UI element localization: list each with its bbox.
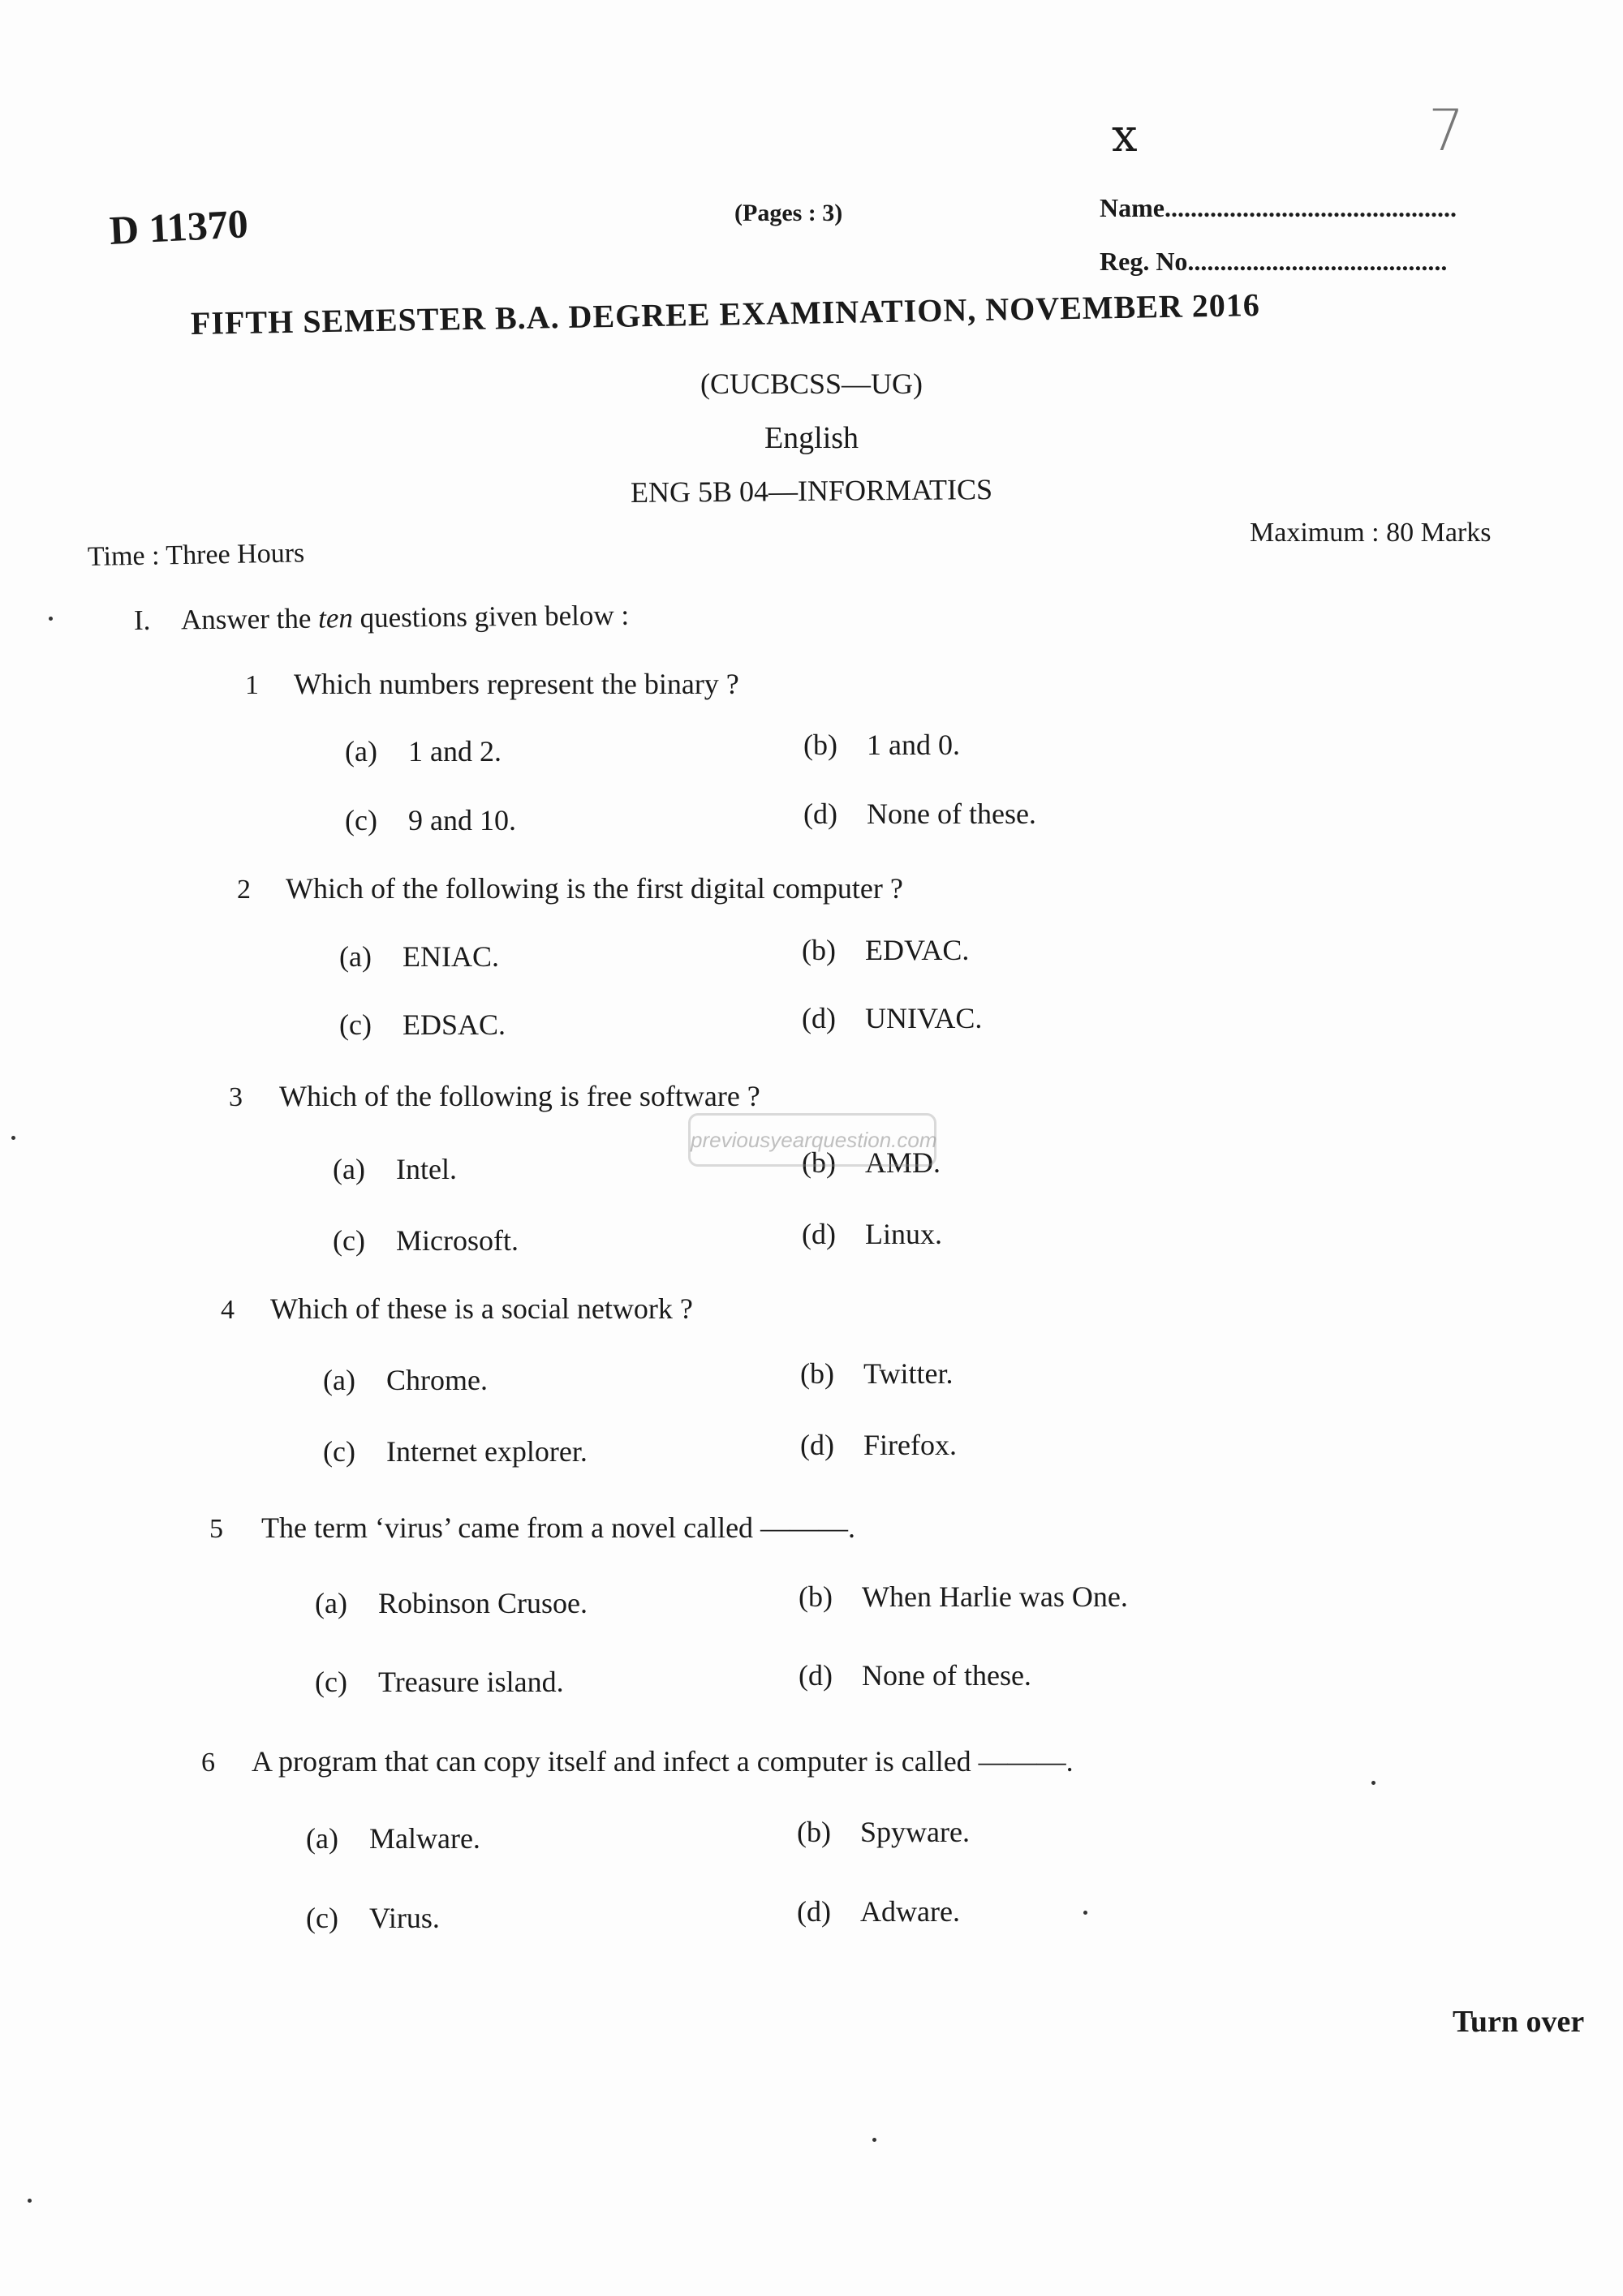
answer-option	[315, 1586, 588, 1620]
answer-option	[333, 1152, 457, 1186]
answer-option	[339, 1008, 506, 1042]
option-text: None of these.	[867, 798, 1036, 830]
option-label: (b)	[803, 729, 837, 761]
answer-option	[803, 728, 960, 762]
answer-option	[803, 797, 1036, 831]
option-text: Adware.	[860, 1895, 960, 1928]
watermark-stamp: previousyearquestion.com	[688, 1113, 936, 1167]
option-label: (b)	[802, 934, 836, 966]
option-text: Virus.	[369, 1902, 440, 1934]
option-label: (a)	[339, 940, 372, 973]
answer-option	[306, 1901, 440, 1935]
option-label: (c)	[315, 1666, 347, 1698]
option-label: (d)	[802, 1218, 836, 1250]
handwritten-seven-mark: 7	[1428, 97, 1465, 164]
exam-scheme: (CUCBCSS—UG)	[700, 368, 923, 400]
question-text: Which of the following is free software ?	[279, 1080, 760, 1112]
scan-speck	[28, 2199, 32, 2203]
option-text: AMD.	[865, 1146, 941, 1179]
exam-title: FIFTH SEMESTER B.A. DEGREE EXAMINATION, NOVEMBER 2016	[190, 286, 1261, 342]
question-text: Which of the following is the first digital computer ?	[286, 872, 903, 905]
scan-speck	[11, 1136, 15, 1140]
exam-duration: Time : Three Hours	[87, 538, 305, 572]
paper-title: ENG 5B 04—INFORMATICS	[630, 473, 993, 509]
answer-option	[306, 1821, 480, 1855]
option-text: Firefox.	[863, 1429, 957, 1461]
option-text: 1 and 2.	[408, 735, 502, 767]
option-label: (c)	[323, 1435, 355, 1468]
option-text: Chrome.	[386, 1364, 488, 1396]
question-number: 4	[221, 1295, 235, 1325]
option-label: (a)	[323, 1364, 355, 1396]
option-label: (d)	[799, 1659, 833, 1692]
answer-option	[315, 1665, 564, 1699]
option-label: (c)	[339, 1008, 372, 1041]
option-text: Microsoft.	[396, 1224, 519, 1257]
section-instruction	[134, 600, 630, 637]
answer-option	[799, 1580, 1128, 1614]
scan-speck	[1083, 1911, 1087, 1915]
option-text: 9 and 10.	[408, 804, 516, 836]
question-number: 5	[209, 1514, 223, 1544]
option-label: (a)	[333, 1153, 365, 1185]
max-marks: Maximum : 80 Marks	[1250, 518, 1492, 548]
answer-option	[323, 1434, 588, 1468]
option-label: (d)	[800, 1429, 834, 1461]
option-text: 1 and 0.	[867, 729, 960, 761]
option-label: (d)	[802, 1002, 836, 1034]
turn-over-note: Turn over	[1453, 2005, 1585, 2039]
option-text: Intel.	[396, 1153, 457, 1185]
question-text: Which of these is a social network ?	[270, 1292, 693, 1325]
answer-option	[797, 1894, 960, 1928]
answer-option	[800, 1357, 953, 1391]
answer-option	[323, 1363, 488, 1397]
option-text: ENIAC.	[403, 940, 499, 973]
option-text: Internet explorer.	[386, 1435, 588, 1468]
section-number: I.	[133, 604, 151, 636]
option-text: EDSAC.	[403, 1008, 506, 1041]
answer-option	[802, 1217, 942, 1251]
option-text: None of these.	[862, 1659, 1031, 1692]
instruction-text-emphasis: ten	[317, 602, 354, 634]
option-label: (b)	[800, 1357, 834, 1390]
answer-option	[333, 1223, 519, 1258]
option-label: (d)	[803, 798, 837, 830]
answer-option	[345, 803, 516, 837]
question-text: A program that can copy itself and infect a computer is called ———.	[252, 1745, 1074, 1778]
option-label: (a)	[315, 1587, 347, 1619]
name-field: Name.............................................	[1100, 193, 1457, 222]
option-label: (d)	[797, 1895, 831, 1928]
answer-option	[802, 933, 969, 967]
option-label: (a)	[345, 735, 377, 767]
option-text: Twitter.	[863, 1357, 954, 1390]
question-text: The term ‘virus’ came from a novel called ———.	[261, 1511, 856, 1544]
option-label: (c)	[345, 804, 377, 836]
scan-speck	[1371, 1781, 1375, 1785]
option-label: (b)	[802, 1146, 836, 1179]
question-number: 2	[237, 875, 251, 905]
question-text: Which numbers represent the binary ?	[294, 668, 739, 700]
answer-option	[802, 1001, 982, 1035]
option-text: Malware.	[369, 1822, 480, 1855]
scan-speck	[49, 617, 53, 621]
option-label: (a)	[306, 1822, 338, 1855]
question-number: 1	[245, 670, 259, 700]
question-number: 3	[229, 1082, 243, 1112]
option-text: Spyware.	[860, 1816, 970, 1848]
answer-option	[799, 1658, 1031, 1692]
question-number: 6	[201, 1748, 215, 1778]
scan-speck	[872, 2138, 876, 2142]
page-count: (Pages : 3)	[734, 200, 843, 226]
option-label: (b)	[799, 1580, 833, 1613]
handwritten-cross-mark: x	[1112, 110, 1138, 162]
answer-option	[797, 1815, 970, 1849]
answer-option	[345, 734, 502, 768]
answer-option	[339, 939, 499, 974]
option-text: UNIVAC.	[865, 1002, 983, 1034]
option-text: Linux.	[865, 1218, 942, 1250]
option-label: (c)	[306, 1902, 338, 1934]
instruction-text-before: Answer the	[180, 602, 319, 636]
option-text: Treasure island.	[378, 1666, 564, 1698]
option-text: Robinson Crusoe.	[378, 1587, 588, 1619]
reg-no-field: Reg. No........................................	[1100, 247, 1448, 276]
option-label: (b)	[797, 1816, 831, 1848]
option-text: EDVAC.	[865, 934, 970, 966]
paper-code: D 11370	[108, 200, 250, 253]
exam-subject: English	[764, 421, 859, 455]
option-text: When Harlie was One.	[862, 1580, 1128, 1613]
option-label: (c)	[333, 1224, 365, 1257]
answer-option	[800, 1428, 957, 1462]
instruction-text-after: questions given below :	[352, 599, 630, 634]
